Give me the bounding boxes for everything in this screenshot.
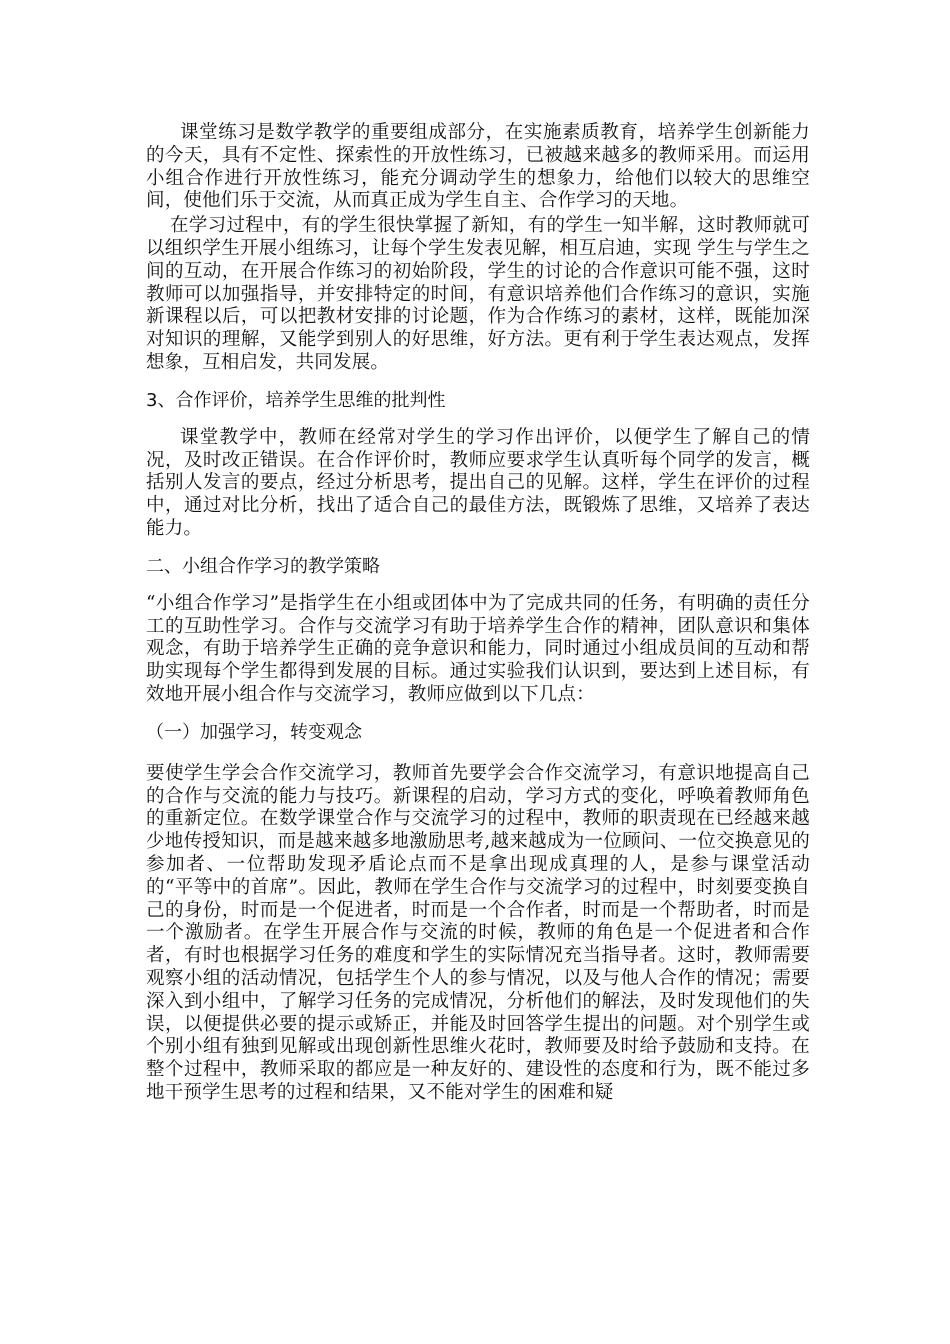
section-heading-teaching-strategy: 二、小组合作学习的教学策略	[146, 555, 380, 577]
paragraph-practice-intro: 课堂练习是数学教学的重要组成部分，在实施素质教育，培养学生创新能力的今天，具有不定性、探索性的开放性练习，已被越来越多的教师采用。而运用小组合作进行开放性练习，能充分调动学生的想象力，给他们以较大的思维空间，使他们乐于交流，从而真正成为学生自主、合作学习的天地。	[146, 122, 810, 212]
document-body	[146, 122, 810, 1105]
paragraph-group-practice: 在学习过程中，有的学生很快掌握了新知，有的学生一知半解，这时教师就可以组织学生开展小组练习，让每个学生发表见解，相互启迪，实现 学生与学生之间的互动，在开展合作练习的初始阶段，学生的讨论的合作意识可能不强，这时教师可以加强指导，并安排特定的时间，有意识培养他们合作练习的意识，实施新课程以后，可以把教材安排的讨论题，作为合作练习的素材，这样，既能加深对知识的理解，又能学到别人的好思维，好方法。更有利于学生表达观点，发挥想象，互相启发，共同发展。	[146, 215, 810, 373]
paragraph-group-learning-definition: “小组合作学习”是指学生在小组或团体中为了完成共同的任务，有明确的责任分工的互助性学习。合作与交流学习有助于培养学生合作的精神，团队意识和集体观念，有助于培养学生正确的竞争意识和能力，同时通过小组成员间的互动和帮助实现每个学生都得到发展的目标。通过实验我们认识到，要达到上述目标，有效地开展小组合作与交流学习，教师应做到以下几点：	[146, 592, 810, 705]
paragraph-evaluation: 课堂教学中，教师在经常对学生的学习作出评价，以便学生了解自己的情况，及时改正错误。在合作评价时，教师应要求学生认真听每个同学的发言，概括别人发言的要点，经过分析思考，提出自己的见解。这样，学生在评价的过程中，通过对比分析，找出了适合自己的最佳方法，既锻炼了思维，又培养了表达能力。	[146, 426, 810, 539]
paragraph-teacher-role: 要使学生学会合作交流学习，教师首先要学会合作交流学习，有意识地提高自己的合作与交流的能力与技巧。新课程的启动，学习方式的变化，呼唤着教师角色的重新定位。在数学课堂合作与交流学习的过程中，教师的职责现在已经越来越少地传授知识，而是越来越多地激励思考,越来越成为一位顾问、一位交换意见的参加者、一位帮助发现矛盾论点而不是拿出现成真理的人，是参与课堂活动的“平等中的首席”。因此，教师在学生合作与交流学习的过程中，时刻要变换自己的身份，时而是一个促进者，时而是一个合作者，时而是一个帮助者，时而是一个激励者。在学生开展合作与交流的时候，教师的角色是一个促进者和合作者，有时也根据学习任务的难度和学生的实际情况充当指导者。这时，教师需要观察小组的活动情况，包括学生个人的参与情况，以及与他人合作的情况；需要深入到小组中，了解学习任务的完成情况，分析他们的解法，及时发现他们的失误，以便提供必要的提示或矫正，并能及时回答学生提出的问题。对个别学生或个别小组有独到见解或出现创新性思维火花时，教师要及时给予鼓励和支持。在整个过程中，教师采取的都应是一种友好的、建设性的态度和行为，既不能过多地干预学生思考的过程和结果，又不能对学生的困难和疑	[146, 762, 810, 1103]
section-heading-cooperative-evaluation: 3、合作评价，培养学生思维的批判性	[146, 389, 446, 411]
subsection-heading-strengthen-learning: （一）加强学习，转变观念	[146, 721, 362, 743]
